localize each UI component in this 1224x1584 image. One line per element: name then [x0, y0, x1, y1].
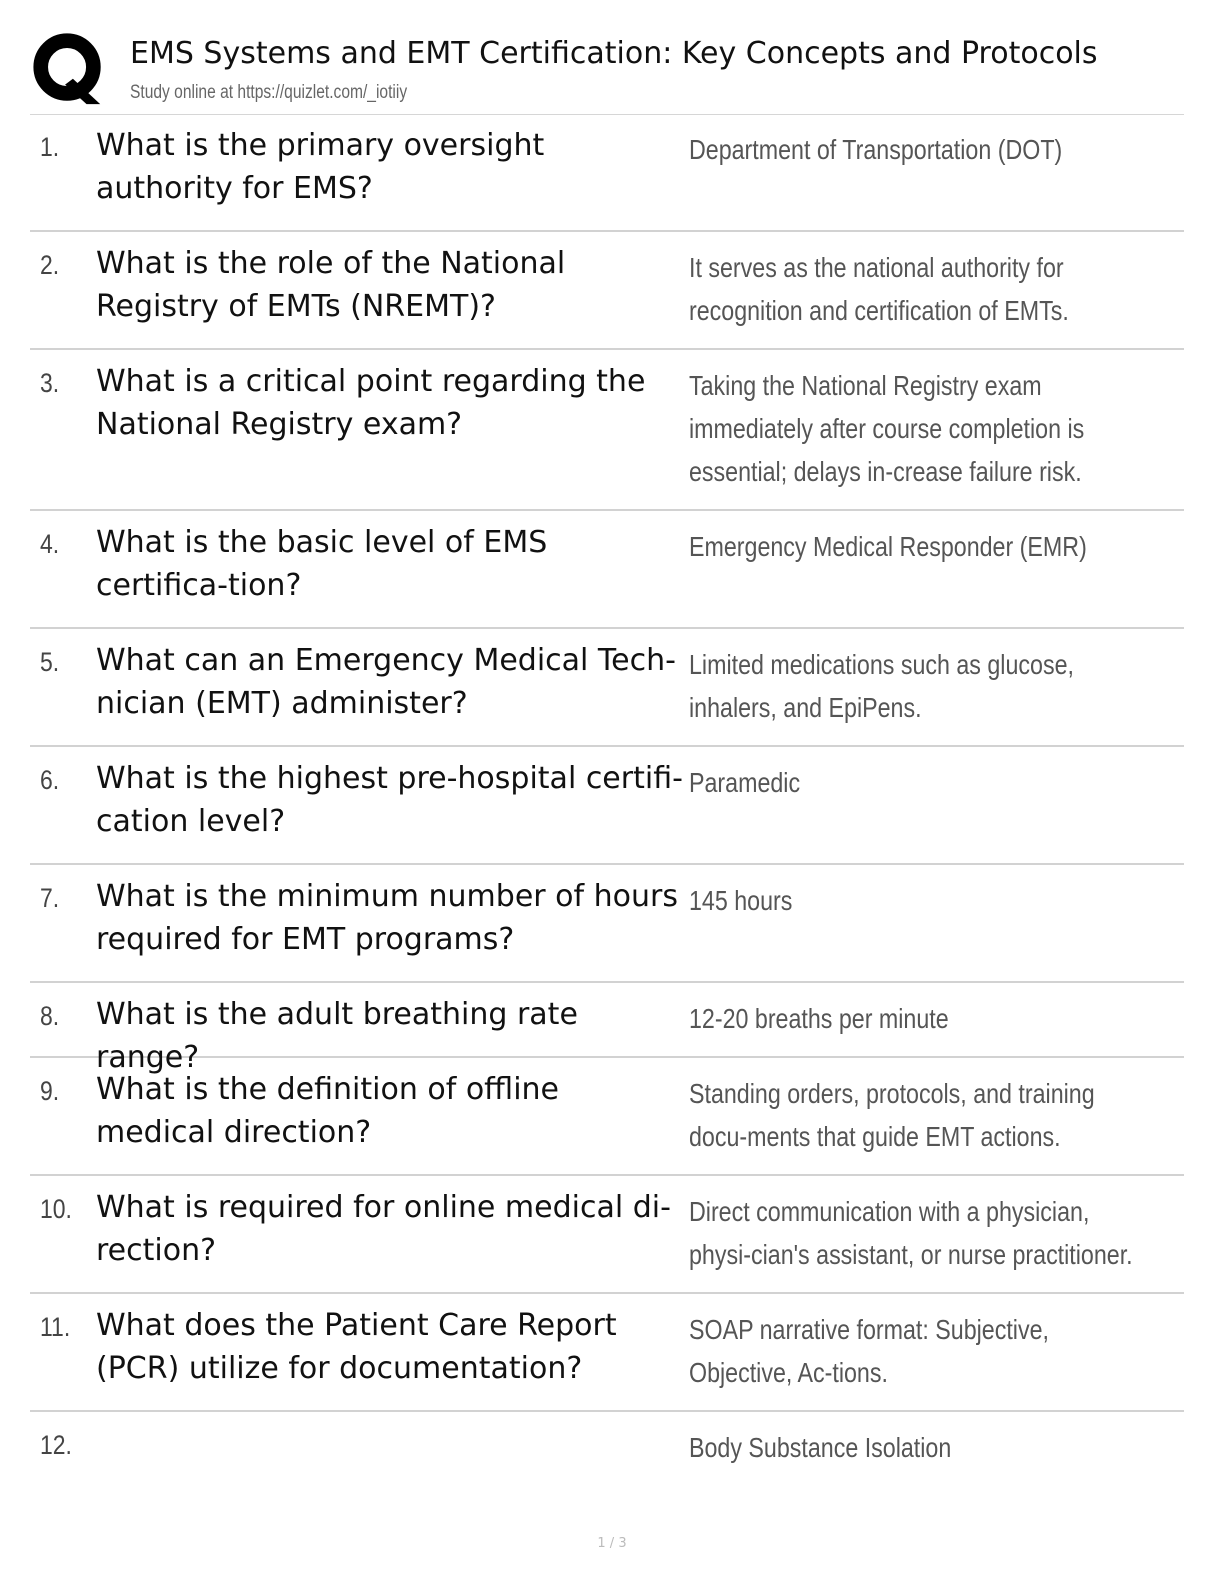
card-answer: Paramedic — [689, 767, 801, 798]
card-answer: Body Substance Isolation — [689, 1432, 952, 1463]
card-number: 7. — [40, 883, 60, 913]
card-question: What is the primary oversight authority for EMS? — [96, 128, 545, 206]
page-number: 1 / 3 — [597, 1536, 627, 1551]
card-question: What is the minimum number of hours required for EMT programs? — [96, 879, 678, 957]
card-answer: Direct communication with a physician, physi-cian's assistant, or nurse practitioner. — [689, 1196, 1133, 1270]
card-answer: Emergency Medical Responder (EMR) — [689, 531, 1087, 562]
card-number: 12. — [40, 1430, 72, 1460]
card-question: What can an Emergency Medical Tech-nician (EMT) administer? — [96, 643, 676, 721]
card-row — [30, 511, 1184, 629]
card-question: What does the Patient Care Report (PCR) utilize for documentation? — [96, 1308, 617, 1386]
card-row — [30, 983, 1184, 1075]
card-question: What is a critical point regarding the National Registry exam? — [96, 364, 646, 442]
quizlet-q-logo — [30, 30, 108, 108]
page-header — [30, 28, 1184, 115]
card-number: 2. — [40, 250, 60, 280]
card-row — [30, 1176, 1184, 1294]
card-number: 5. — [40, 647, 60, 677]
flashcard-list — [30, 114, 1184, 1492]
card-row — [30, 232, 1184, 350]
card-answer: Limited medications such as glucose, inhalers, and EpiPens. — [689, 649, 1074, 723]
card-number: 9. — [40, 1076, 60, 1106]
card-question: What is the basic level of EMS certifica-tion? — [96, 525, 548, 603]
card-answer: 145 hours — [689, 885, 793, 916]
card-question: What is the adult breathing rate range? — [96, 997, 578, 1075]
card-row — [30, 747, 1184, 865]
card-row — [30, 865, 1184, 983]
card-number: 11. — [40, 1312, 71, 1342]
card-number: 10. — [40, 1194, 72, 1224]
card-answer: It serves as the national authority for recognition and certification of EMTs. — [689, 252, 1069, 326]
card-question: What is the role of the National Registry of EMTs (NREMT)? — [96, 246, 566, 324]
card-answer: Standing orders, protocols, and training docu-ments that guide EMT actions. — [689, 1078, 1095, 1152]
card-question: What is required for online medical di-rection? — [96, 1190, 671, 1268]
card-answer: 12-20 breaths per minute — [689, 1003, 949, 1034]
study-online-link[interactable]: Study online at https://quizlet.com/_iotiiy — [130, 82, 408, 103]
card-number: 3. — [40, 368, 60, 398]
card-row — [30, 1412, 1184, 1492]
card-question: What is the definition of offline medical direction? — [96, 1072, 559, 1150]
card-row — [30, 629, 1184, 747]
card-number: 1. — [40, 132, 60, 162]
card-answer: Department of Transportation (DOT) — [689, 134, 1063, 165]
page-title: EMS Systems and EMT Certification: Key Concepts and Protocols — [130, 36, 1098, 71]
card-row — [30, 1058, 1184, 1176]
card-answer: SOAP narrative format: Subjective, Objective, Ac-tions. — [689, 1314, 1049, 1388]
card-number: 6. — [40, 765, 60, 795]
card-question: What is the highest pre-hospital certifi-cation level? — [96, 761, 683, 839]
card-answer: Taking the National Registry exam immediately after course completion is essential; delays in-crease failure risk. — [689, 370, 1085, 487]
card-number: 4. — [40, 529, 60, 559]
card-row — [30, 114, 1184, 232]
card-row — [30, 350, 1184, 511]
card-row — [30, 1294, 1184, 1412]
card-number: 8. — [40, 1001, 60, 1031]
